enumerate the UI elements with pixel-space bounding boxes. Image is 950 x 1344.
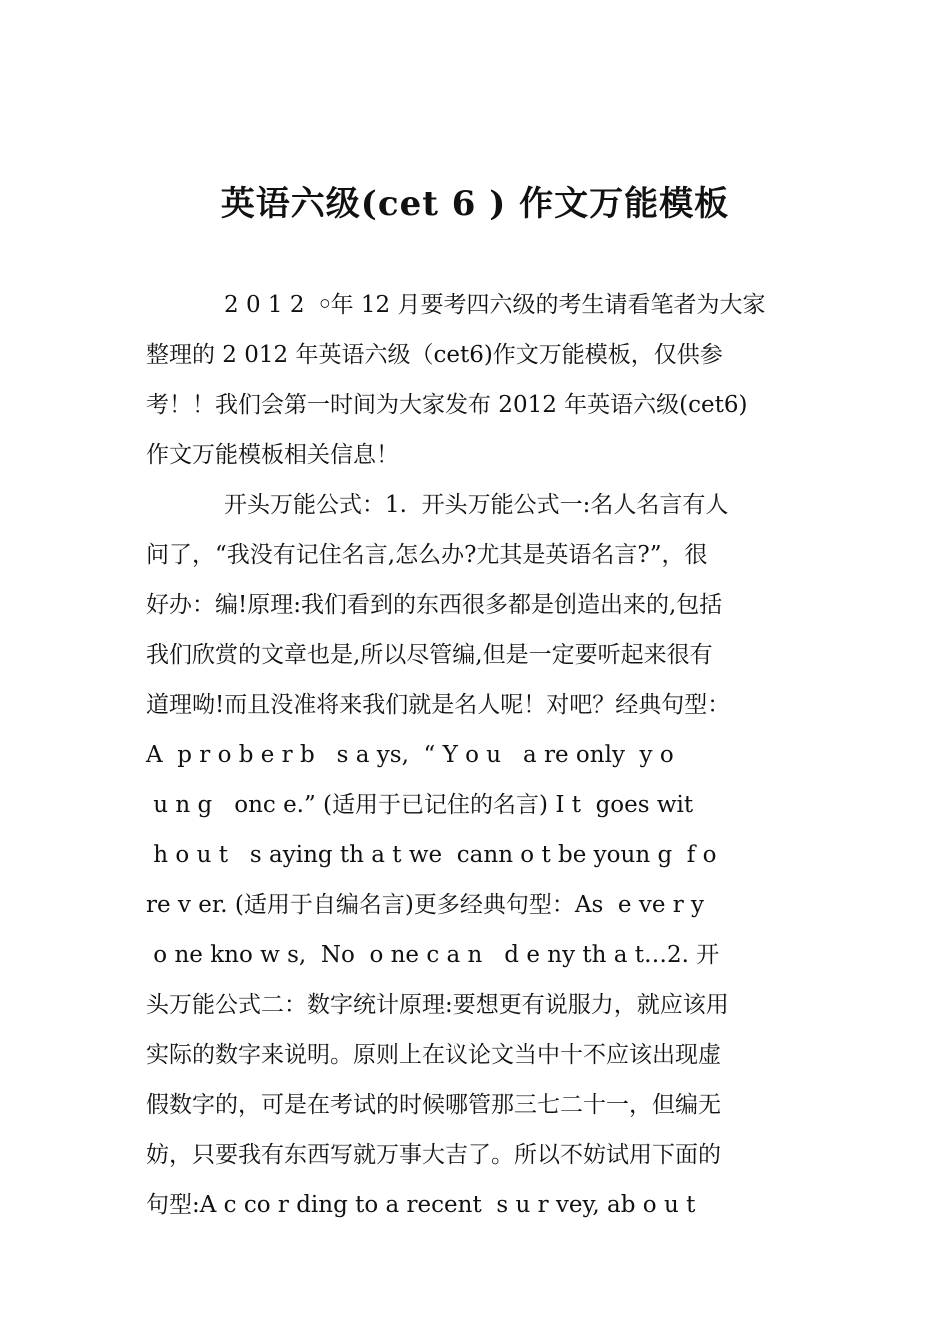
body-line: 作文万能模板相关信息！: [146, 442, 399, 468]
body-line: 妨，只要我有东西写就万事大吉了。所以不妨试用下面的: [146, 1142, 721, 1168]
body-line: 开头万能公式：1. 开头万能公式一:名人名言有人: [224, 492, 729, 518]
body-line: A p r o b e r b s a ys, “ Y o u a re only y o: [146, 742, 674, 768]
body-line: 我们欣赏的文章也是,所以尽管编,但是一定要听起来很有: [146, 642, 713, 668]
body-line: 好办：编!原理:我们看到的东西很多都是创造出来的,包括: [146, 592, 723, 618]
body-line: 问了，“我没有记住名言,怎么办?尤其是英语名言?”，很: [146, 542, 708, 568]
body-line: 整理的 2 012 年英语六级（cet6)作文万能模板，仅供参: [146, 342, 723, 368]
body-line: 2 0 1 2 ￮年 12 月要考四六级的考生请看笔者为大家: [224, 292, 766, 318]
body-line: o ne kno w s, No o ne c a n d e ny th a t…2. 开: [146, 942, 720, 968]
body-line: re v er. (适用于自编名言)更多经典句型：As e ve r y: [146, 892, 705, 918]
document-title: 英语六级(cet 6 ) 作文万能模板: [220, 184, 730, 224]
body-line: 考！！我们会第一时间为大家发布 2012 年英语六级(cet6): [146, 392, 748, 418]
document-body: [146, 280, 806, 1230]
body-line: 假数字的，可是在考试的时候哪管那三七二十一，但编无: [146, 1092, 721, 1118]
body-line: u n g onc e.” (适用于已记住的名言) I t goes wit: [146, 792, 694, 818]
body-line: 头万能公式二：数字统计原理:要想更有说服力，就应该用: [146, 992, 729, 1018]
body-line: h o u t s aying th a t we cann o t be youn g f o: [146, 842, 717, 868]
body-line: 道理呦!而且没准将来我们就是名人呢！对吧？经典句型：: [146, 692, 731, 718]
body-line: 句型:A c co r ding to a recent s u r vey, ab o u t: [146, 1192, 696, 1218]
body-line: 实际的数字来说明。原则上在议论文当中十不应该出现虚: [146, 1042, 721, 1068]
